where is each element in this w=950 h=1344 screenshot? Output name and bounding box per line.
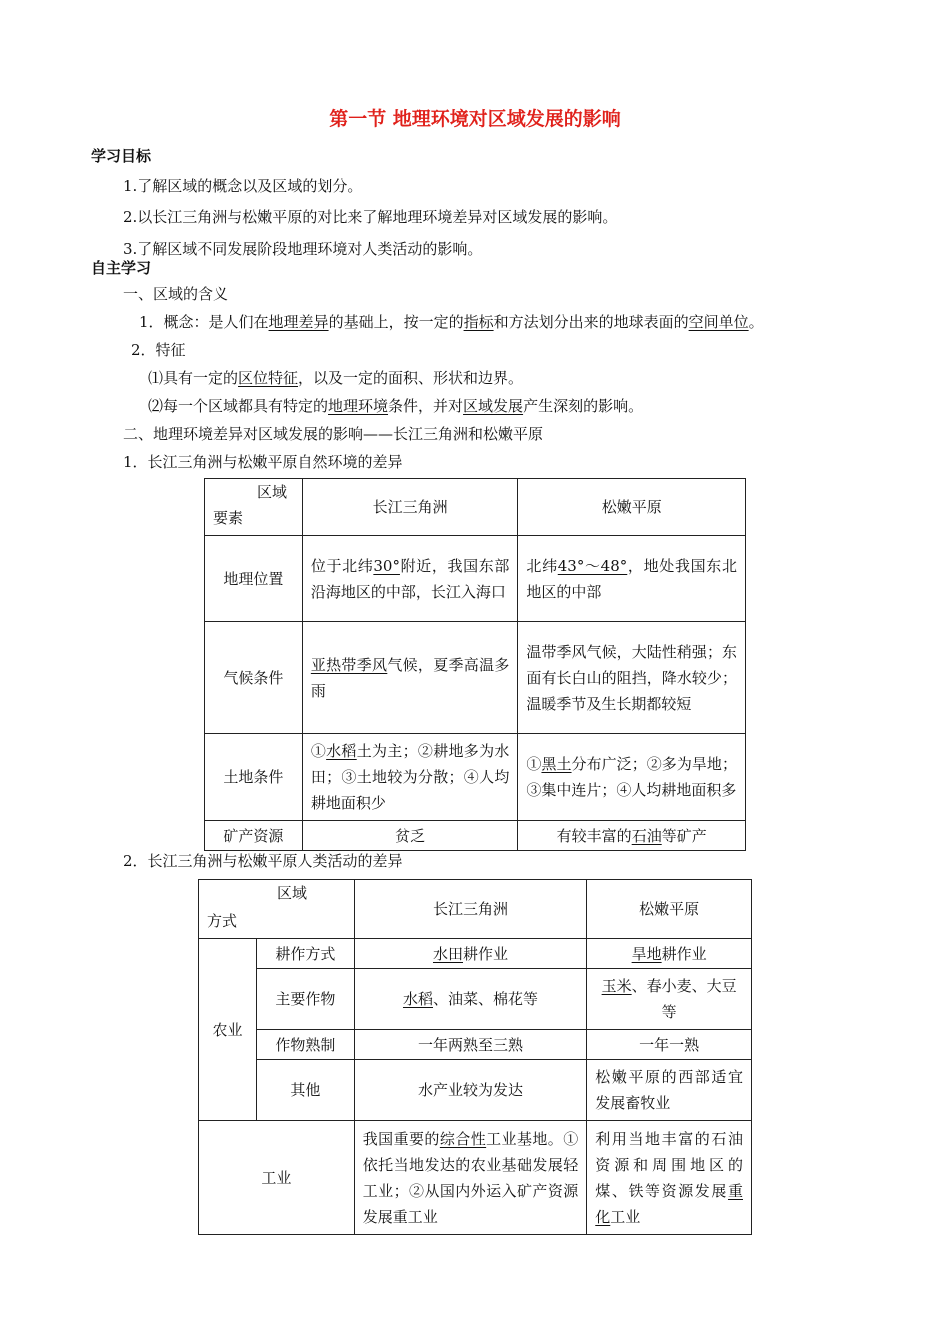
agriculture-label: 农业: [199, 939, 257, 1121]
cell-mineral-songnen: 有较丰富的石油等矿产: [518, 821, 746, 851]
cell-cropping-songnen: 一年一熟: [587, 1030, 752, 1060]
table-row: [205, 536, 746, 622]
table-row: [199, 880, 752, 939]
row-label-mineral: 矿产资源: [205, 821, 303, 851]
table-row: [205, 622, 746, 734]
corner-mode-label: 方式: [207, 912, 238, 930]
cell-crops-yangtze: 水稻、油菜、棉花等: [354, 969, 587, 1030]
col-header-yangtze: 长江三角洲: [354, 880, 587, 939]
table1-caption: 1．长江三角洲与松嫩平原自然环境的差异: [123, 453, 403, 471]
col-header-songnen: 松嫩平原: [587, 880, 752, 939]
table-row: [199, 1121, 752, 1235]
table2-corner-cell: [199, 880, 355, 939]
row-label-land: 土地条件: [205, 734, 303, 821]
corner-region-label: 区域: [277, 884, 308, 902]
learning-goals-heading: 学习目标: [91, 147, 152, 165]
cell-climate-yangtze: 亚热带季风气候，夏季高温多雨: [302, 622, 518, 734]
table-row: [205, 821, 746, 851]
row-label-crops: 主要作物: [256, 969, 354, 1030]
table2-caption: 2．长江三角洲与松嫩平原人类活动的差异: [123, 852, 403, 870]
page-title: 第一节 地理环境对区域发展的影响: [329, 108, 621, 130]
col-header-songnen: 松嫩平原: [518, 479, 746, 536]
human-activity-table: [198, 879, 752, 1235]
table-row: [199, 939, 752, 969]
feature-heading: 2．特征: [131, 341, 186, 359]
table-row: [205, 479, 746, 536]
cell-climate-songnen: 温带季风气候，大陆性稍强；东面有长白山的阻挡，降水较少；温暖季节及生长期都较短: [518, 622, 746, 734]
row-label-climate: 气候条件: [205, 622, 303, 734]
cell-cropping-yangtze: 一年两熟至三熟: [354, 1030, 587, 1060]
cell-location-yangtze: 位于北纬30°附近，我国东部沿海地区的中部，长江入海口: [302, 536, 518, 622]
natural-environment-table: [204, 478, 746, 851]
row-label-location: 地理位置: [205, 536, 303, 622]
corner-region-label: 区域: [257, 483, 288, 501]
cell-farming-yangtze: 水田耕作业: [354, 939, 587, 969]
table1-corner-cell: [205, 479, 303, 536]
row-label-cropping: 作物熟制: [256, 1030, 354, 1060]
cell-crops-songnen: 玉米、春小麦、大豆等: [587, 969, 752, 1030]
feature-2: ⑵每一个区域都具有特定的地理环境条件，并对区域发展产生深刻的影响。: [148, 397, 644, 415]
table-row: [199, 969, 752, 1030]
cell-location-songnen: 北纬43°～48°，地处我国东北地区的中部: [518, 536, 746, 622]
cell-other-songnen: 松嫩平原的西部适宜发展畜牧业: [587, 1060, 752, 1121]
cell-industry-songnen: 利用当地丰富的石油资源和周围地区的煤、铁等资源发展重化工业: [587, 1121, 752, 1235]
industry-label: 工业: [199, 1121, 355, 1235]
cell-land-yangtze: ①水稻土为主；②耕地多为水田；③土地较为分散；④人均耕地面积少: [302, 734, 518, 821]
cell-other-yangtze: 水产业较为发达: [354, 1060, 587, 1121]
table-row: [199, 1060, 752, 1121]
goal-item-3: 3.了解区域不同发展阶段地理环境对人类活动的影响。: [123, 240, 483, 258]
self-study-heading: 自主学习: [91, 259, 152, 277]
row-label-farming: 耕作方式: [256, 939, 354, 969]
col-header-yangtze: 长江三角洲: [302, 479, 518, 536]
cell-land-songnen: ①黑土分布广泛；②多为旱地；③集中连片；④人均耕地面积多: [518, 734, 746, 821]
section-2-heading: 二、地理环境差异对区域发展的影响——长江三角洲和松嫩平原: [123, 425, 544, 443]
cell-mineral-yangtze: 贫乏: [302, 821, 518, 851]
feature-1: ⑴具有一定的区位特征，以及一定的面积、形状和边界。: [148, 369, 524, 387]
corner-element-label: 要素: [213, 509, 244, 527]
table-row: [199, 1030, 752, 1060]
cell-farming-songnen: 旱地耕作业: [587, 939, 752, 969]
table-row: [205, 734, 746, 821]
goal-item-2: 2.以长江三角洲与松嫩平原的对比来了解地理环境差异对区域发展的影响。: [123, 208, 618, 226]
goal-item-1: 1.了解区域的概念以及区域的划分。: [123, 177, 363, 195]
section-1-heading: 一、区域的含义: [123, 285, 229, 303]
row-label-other: 其他: [256, 1060, 354, 1121]
cell-industry-yangtze: 我国重要的综合性工业基地。①依托当地发达的农业基础发展轻工业；②从国内外运入矿产资源发展重工业: [354, 1121, 587, 1235]
concept-line: 1．概念：是人们在地理差异的基础上，按一定的指标和方法划分出来的地球表面的空间单位。: [139, 313, 764, 331]
